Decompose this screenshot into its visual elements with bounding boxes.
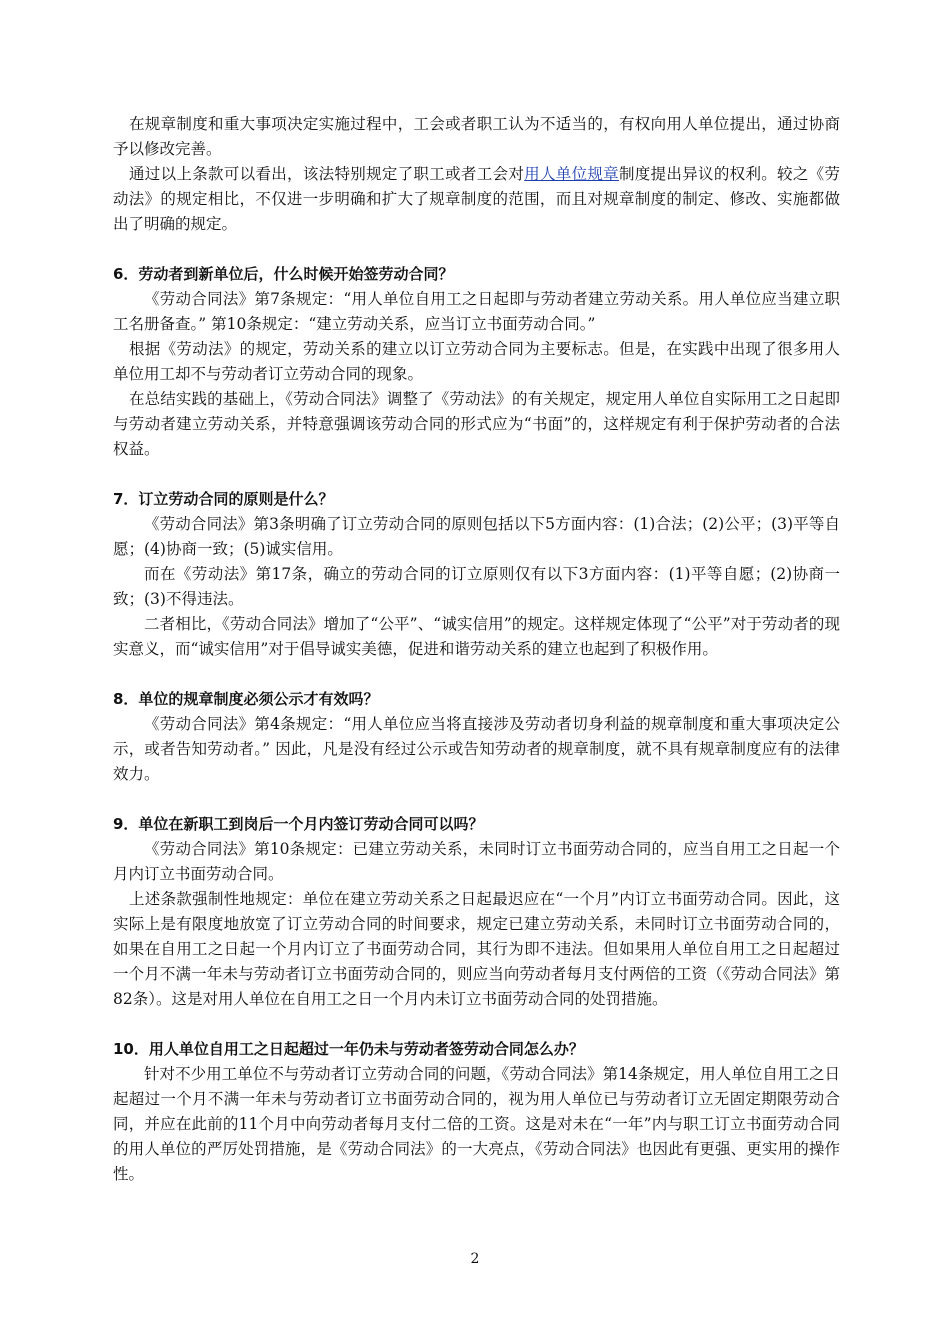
intro-paragraph-2-text-b: 制度提出异议的权利。较之《劳动法》的规定相比，不仅进一步明确和扩大了规章制度的范围，而且对规章制度的制定、修改、实施都做出了明确的规定。 (113, 165, 840, 233)
question-10-paragraph-1: 针对不少用工单位不与劳动者订立劳动合同的问题，《劳动合同法》第14条规定，用人单位自用工之日起超过一个月不满一年未与劳动者订立书面劳动合同的，视为用人单位已与劳动者订立无固定期限劳动合同，并应在此前的11个月中向劳动者每月支付二倍的工资。这是对未在“一年”内与职工订立书面劳动合同的用人单位的严厉处罚措施，是《劳动合同法》的一大亮点，《劳动合同法》也因此有更强、更实用的操作性。 (113, 1065, 840, 1183)
question-7-paragraph-1: 《劳动合同法》第3条明确了订立劳动合同的原则包括以下5方面内容：(1)合法；(2)公平；(3)平等自愿；(4)协商一致；(5)诚实信用。 (113, 515, 840, 558)
question-8-paragraph-1: 《劳动合同法》第4条规定：“用人单位应当将直接涉及劳动者切身利益的规章制度和重大事项决定公示，或者告知劳动者。” 因此，凡是没有经过公示或告知劳动者的规章制度，就不具有规章制度应有的法律效力。 (113, 715, 840, 783)
question-9-paragraph-2: 上述条款强制性地规定：单位在建立劳动关系之日起最迟应在“一个月”内订立书面劳动合同。因此，这实际上是有限度地放宽了订立劳动合同的时间要求，规定已建立劳动关系，未同时订立书面劳动合同的，如果在自用工之日起一个月内订立了书面劳动合同，其行为即不违法。但如果用人单位自用工之日起超过一个月不满一年未与劳动者订立书面劳动合同的，则应当向劳动者每月支付两倍的工资（《劳动合同法》第82条）。这是对用人单位在自用工之日一个月内未订立书面劳动合同的处罚措施。 (113, 890, 840, 1008)
question-6-paragraph-3: 在总结实践的基础上，《劳动合同法》调整了《劳动法》的有关规定，规定用人单位自实际用工之日起即与劳动者建立劳动关系，并特意强调该劳动合同的形式应为“书面”的，这样规定有利于保护劳动者的合法权益。 (113, 390, 840, 458)
question-6-paragraph-2: 根据《劳动法》的规定，劳动关系的建立以订立劳动合同为主要标志。但是，在实践中出现了很多用人单位用工却不与劳动者订立劳动合同的现象。 (113, 340, 840, 383)
intro-paragraph-2 (113, 162, 840, 237)
page-content (113, 112, 840, 1187)
question-7-heading: 7．订立劳动合同的原则是什么？ (113, 490, 334, 508)
question-6-paragraph-1: 《劳动合同法》第7条规定：“用人单位自用工之日起即与劳动者建立劳动关系。用人单位应当建立职工名册备查。” 第10条规定：“建立劳动关系，应当订立书面劳动合同。” (113, 290, 840, 333)
page-number: 2 (470, 1251, 480, 1267)
question-7-paragraph-2: 而在《劳动法》第17条，确立的劳动合同的订立原则仅有以下3方面内容：(1)平等自愿；(2)协商一致；(3)不得违法。 (113, 565, 840, 608)
intro-paragraph-1: 在规章制度和重大事项决定实施过程中，工会或者职工认为不适当的，有权向用人单位提出，通过协商予以修改完善。 (113, 115, 840, 158)
rules-link[interactable]: 用人单位规章 (524, 165, 619, 183)
question-8-heading: 8．单位的规章制度必须公示才有效吗？ (113, 690, 379, 708)
intro-paragraph-2-text-a: 通过以上条款可以看出，该法特别规定了职工或者工会对 (129, 165, 525, 183)
question-9-heading: 9．单位在新职工到岗后一个月内签订劳动合同可以吗？ (113, 815, 484, 833)
question-9-paragraph-1: 《劳动合同法》第10条规定：已建立劳动关系，未同时订立书面劳动合同的，应当自用工之日起一个月内订立书面劳动合同。 (113, 840, 840, 883)
question-10-heading: 10．用人单位自用工之日起超过一年仍未与劳动者签劳动合同怎么办？ (113, 1040, 584, 1058)
question-7-paragraph-3: 二者相比，《劳动合同法》增加了“公平”、“诚实信用”的规定。这样规定体现了“公平”对于劳动者的现实意义，而“诚实信用”对于倡导诚实美德，促进和谐劳动关系的建立也起到了积极作用。 (113, 615, 840, 658)
question-6-heading: 6．劳动者到新单位后，什么时候开始签劳动合同？ (113, 265, 454, 283)
